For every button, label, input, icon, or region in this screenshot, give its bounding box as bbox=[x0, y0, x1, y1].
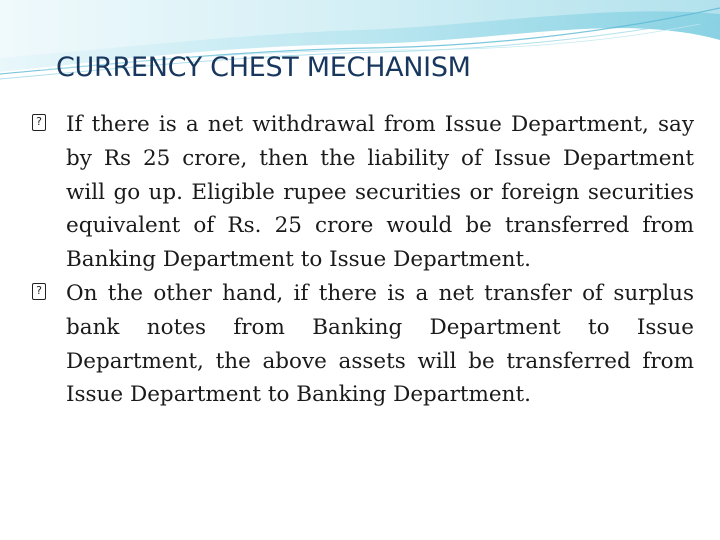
bullet-marker-icon: ? bbox=[32, 283, 46, 300]
bullet-item bbox=[32, 108, 694, 277]
bullet-list bbox=[32, 108, 694, 412]
bullet-marker-icon: ? bbox=[32, 114, 46, 131]
bullet-text: On the other hand, if there is a net transfer of surplus bank notes from Banking Department to Issue Department, the above assets will be transferred from Issue Department to Banking Department. bbox=[66, 280, 694, 408]
slide-title: CURRENCY CHEST MECHANISM bbox=[56, 52, 471, 83]
bullet-text: If there is a net withdrawal from Issue Department, say by Rs 25 crore, then the liability of Issue Department will go up. Eligible rupee securities or foreign securities equivalent of Rs. 25 crore would be transferred from Banking Department to Issue Department. bbox=[66, 112, 694, 273]
bullet-item bbox=[32, 277, 694, 412]
